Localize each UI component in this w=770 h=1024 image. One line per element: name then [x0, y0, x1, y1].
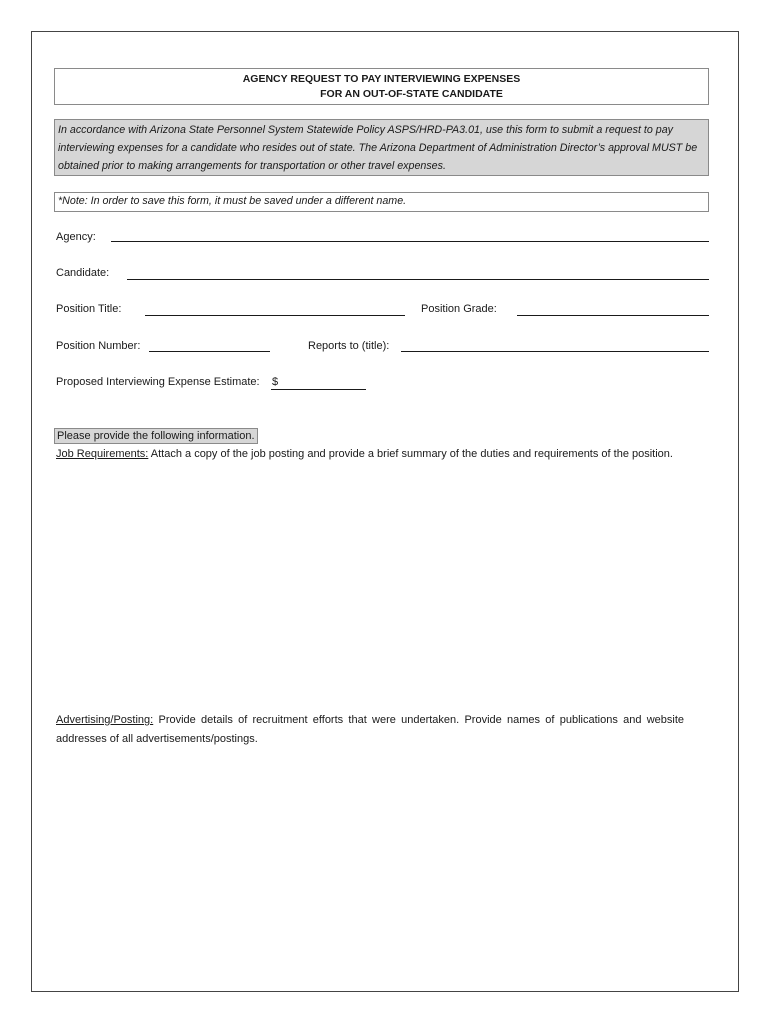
advertising-text: Provide details of recruitment efforts that were undertaken. Provide names of publications and website addresses of all advertisements/postings. — [56, 714, 684, 745]
candidate-label: Candidate: — [56, 267, 110, 279]
agency-field[interactable] — [111, 241, 709, 242]
reports-to-label: Reports to (title): — [308, 340, 390, 352]
position-title-field[interactable] — [145, 315, 405, 316]
policy-notice: In accordance with Arizona State Personnel System Statewide Policy ASPS/HRD-PA3.01, use this form to submit a request to pay interviewing expenses for a candidate who resides out of state. The Arizona Department of Administration Director’s approval MUST be obtained prior to making arrangements for transportation or other travel expenses. — [54, 119, 709, 176]
estimate-label: Proposed Interviewing Expense Estimate: — [56, 376, 260, 388]
advertising-response[interactable] — [56, 752, 706, 982]
candidate-field[interactable] — [127, 279, 709, 280]
agency-label: Agency: — [56, 231, 96, 243]
job-requirements-text: Attach a copy of the job posting and provide a brief summary of the duties and requirements of the position. — [148, 448, 673, 460]
advertising-section — [56, 711, 684, 749]
position-number-label: Position Number: — [56, 340, 141, 352]
reports-to-field[interactable] — [401, 351, 709, 352]
advertising-heading: Advertising/Posting: — [56, 714, 154, 726]
info-header: Please provide the following information. — [54, 428, 258, 444]
job-requirements-response[interactable] — [56, 486, 706, 706]
position-grade-label: Position Grade: — [421, 303, 497, 315]
job-requirements-section — [56, 445, 684, 464]
save-note: *Note: In order to save this form, it must be saved under a different name. — [54, 192, 709, 212]
estimate-field[interactable]: $ — [271, 375, 366, 390]
form-title — [54, 68, 709, 105]
position-number-field[interactable] — [149, 351, 270, 352]
job-requirements-heading: Job Requirements: — [56, 448, 149, 460]
position-title-label: Position Title: — [56, 303, 122, 315]
title-line-2: FOR AN OUT-OF-STATE CANDIDATE — [320, 88, 503, 100]
title-line-1: AGENCY REQUEST TO PAY INTERVIEWING EXPENSES — [242, 73, 521, 85]
position-grade-field[interactable] — [517, 315, 709, 316]
